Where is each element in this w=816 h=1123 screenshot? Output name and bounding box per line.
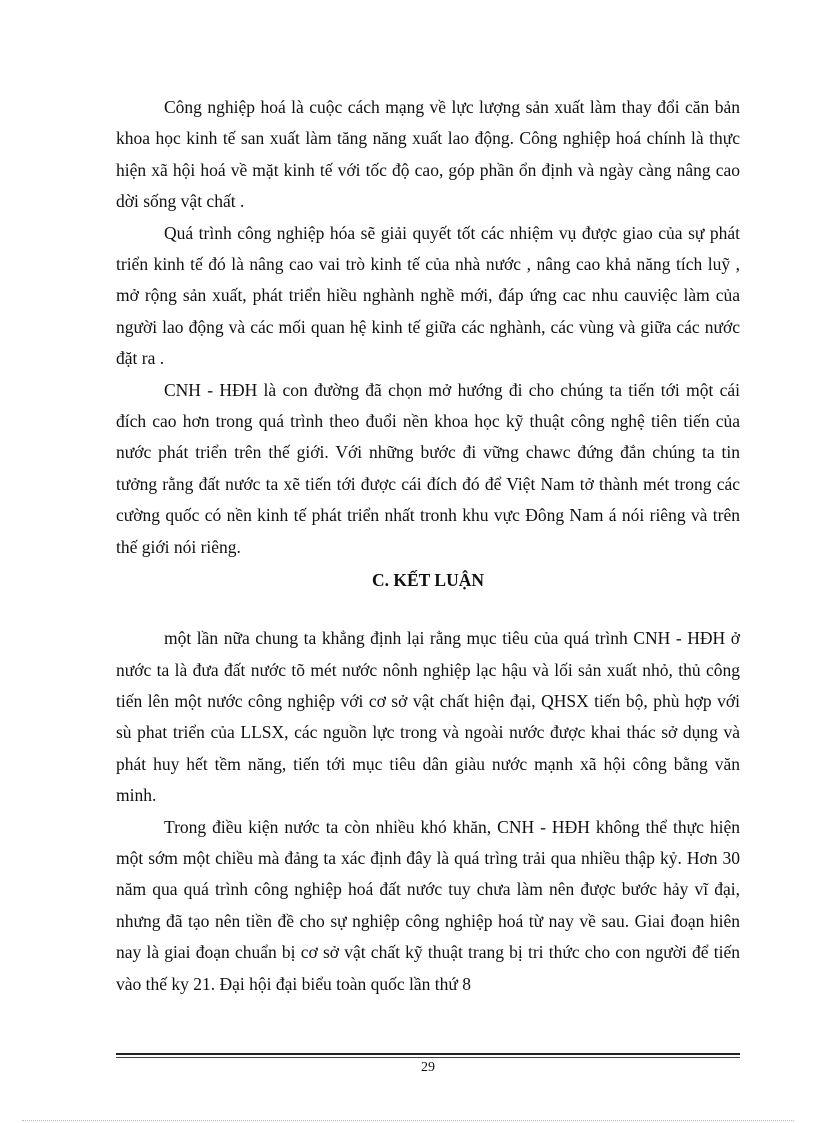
page-bottom-edge bbox=[22, 1120, 794, 1121]
page-number: 29 bbox=[421, 1060, 435, 1075]
section-heading-conclusion: C. KẾT LUẬN bbox=[372, 570, 484, 591]
paragraph-industrialization-revolution: Công nghiệp hoá là cuộc cách mạng về lực lượng sản xuất làm thay đổi căn bản khoa học kinh tế san xuất làm tăng năng xuất lao động. Công nghiệp hoá chính là thực hiện xã hội hoá về mặt kinh tế với tốc độ cao, góp phần ổn định và ngày càng nâng cao dời sống vật chất . bbox=[116, 97, 740, 212]
paragraph-conclusion-conditions: Trong điều kiện nước ta còn nhiều khó khăn, CNH - HĐH không thể thực hiện một sớm một chiều mà đảng ta xác định đây là quá trìng trải qua nhiều thập kỷ. Hơn 30 năm qua quá trình công nghiệp hoá đất nước tuy chưa làm nên được bước hảy vĩ đại, nhưng đã tạo nên tiền đề cho sự nghiệp công nghiệp hoá từ nay về sau. Giai đoạn hiên nay là giai đoạn chuẩn bị cơ sở vật chất kỹ thuật trang bị tri thức cho con người để tiến vào thế ky 21. Đại hội đại biểu toàn quốc lần thứ 8 bbox=[116, 816, 740, 994]
paragraph-conclusion-goal: một lần nữa chung ta khẳng định lại rằng mục tiêu của quá trình CNH - HĐH ở nước ta là đưa đất nước tõ mét nước nônh nghiệp lạc hậu và lối sản xuất nhỏ, thủ công tiến lên một nước công nghiệp với cơ sở vật chất hiện đại, QHSX tiến bộ, phù hợp với sù phat triển của LLSX, các nguồn lực trong và ngoài nước được khai thác sở dụng và phát huy hết tềm năng, tiến tới mục tiêu dân giàu nước mạnh xã hội công bằng văn minh. bbox=[116, 628, 740, 806]
document-body bbox=[116, 92, 740, 1000]
paragraph-industrialization-tasks: Quá trình công nghiệp hóa sẽ giải quyết tốt các nhiệm vụ được giao của sự phát triển kinh tế đó là nâng cao vai trò kinh tế của nhà nước , nâng cao khả năng tích luỹ , mở rộng sản xuất, phát triển hiều nghành nghề mới, đáp ứng cac nhu cauviệc làm của người lao động và các mối quan hệ kinh tế giữa các nghành, các vùng và giữa các nước đặt ra . bbox=[116, 222, 740, 369]
paragraph-cnh-hdh-path: CNH - HĐH là con đường đã chọn mở hướng đi cho chúng ta tiến tới một cái đích cao hơn trong quá trình theo đuổi nền khoa học kỹ thuật công nghệ tiên tiến của nước phát triển trên thế giới. Với những bước đi vững chawc đứng đắn chúng ta tin tưởng rằng đất nước ta xẽ tiến tới được cái đích đó để Việt Nam tở thành mét trong các cường quốc có nền kinh tế phát triển nhất tronh khu vực Đông Nam á nói riêng và trên thế giới nói riêng. bbox=[116, 379, 740, 557]
footer-divider bbox=[116, 1053, 740, 1055]
